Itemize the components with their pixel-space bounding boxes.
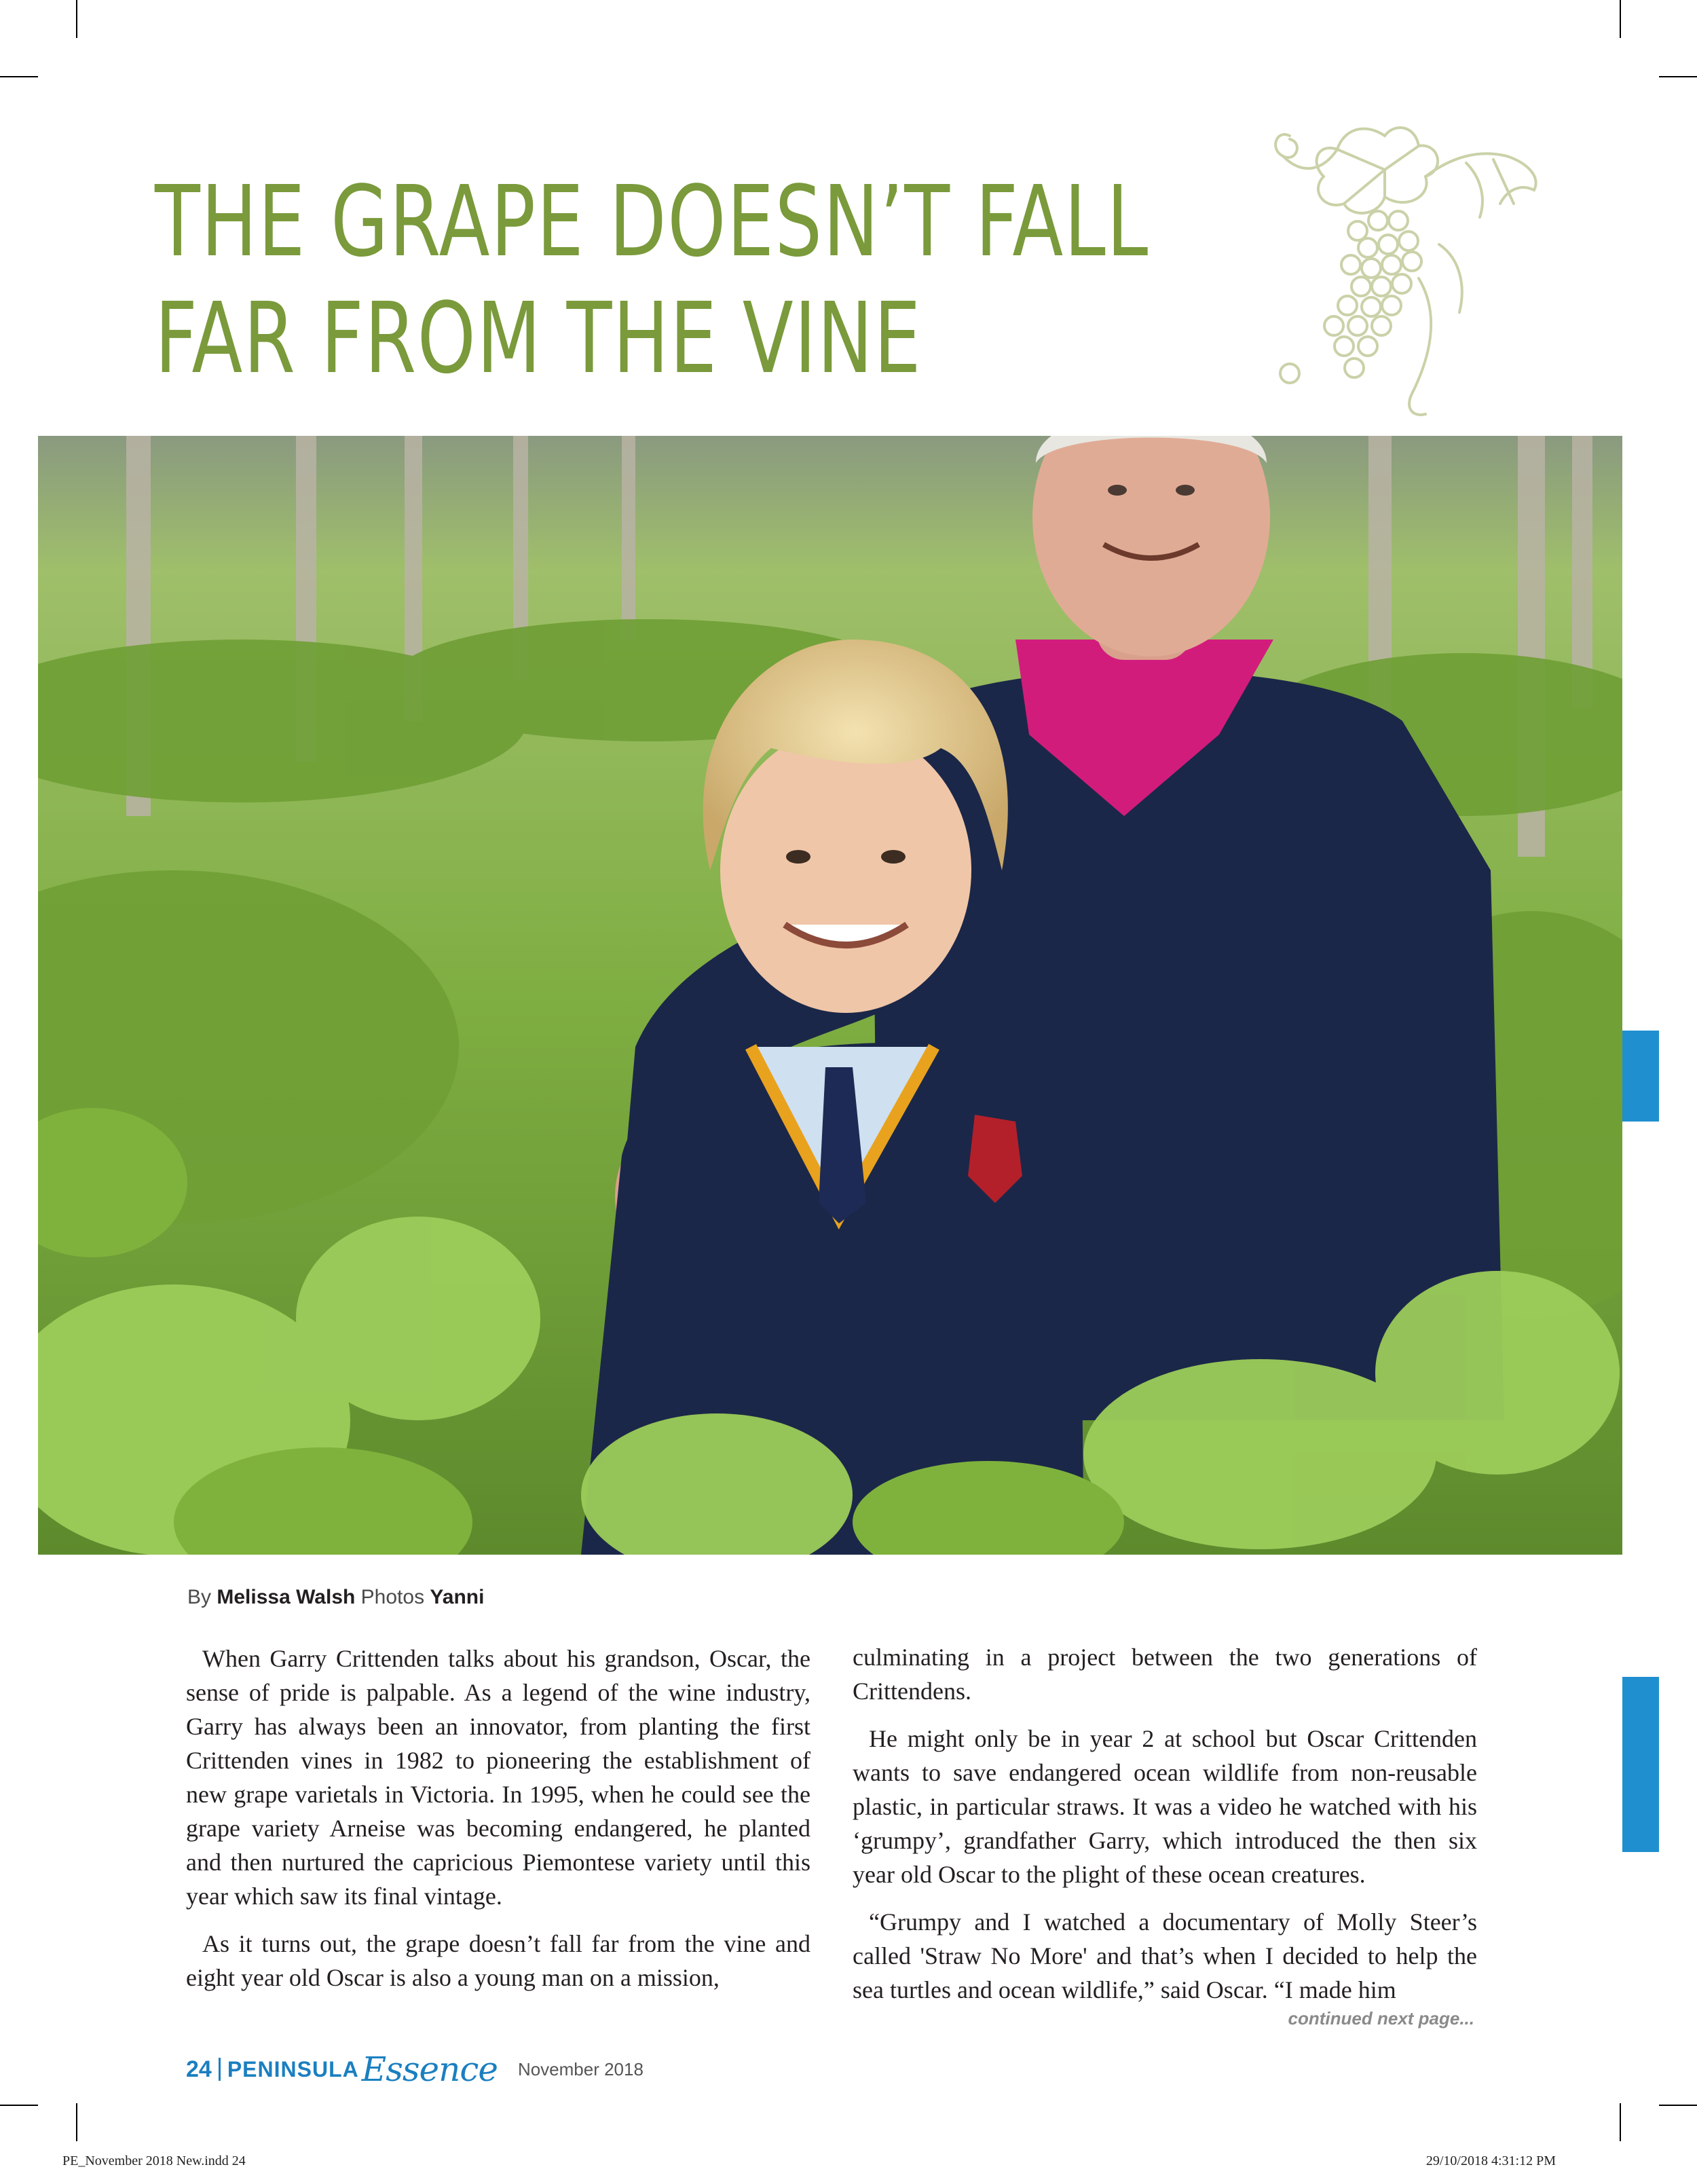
- headline: [155, 163, 1149, 396]
- crop-mark: [0, 2105, 38, 2106]
- magazine-name-script: Essence: [361, 2050, 498, 2089]
- headline-line-1: THE GRAPE DOESN’T FALL: [155, 164, 1149, 278]
- byline: [187, 1586, 484, 1609]
- byline-photographer: Yanni: [430, 1586, 485, 1608]
- feature-photo: [38, 436, 1622, 1555]
- print-slug-timestamp: 29/10/2018 4:31:12 PM: [1425, 2153, 1556, 2168]
- section-tab: [1622, 1677, 1659, 1852]
- footer-divider: [219, 2058, 221, 2081]
- paragraph: As it turns out, the grape doesn’t fall far from the vine and eight year old Oscar is also a young man on a mission,: [186, 1930, 810, 1991]
- crop-mark: [76, 0, 77, 38]
- crop-mark: [1659, 2105, 1697, 2106]
- crop-mark: [1620, 2103, 1621, 2141]
- paragraph: “Grumpy and I watched a documentary of Molly Steer’s called 'Straw No More' and that’s when I decided to help the sea turtles and ocean wildlife,” said Oscar. “I made him: [853, 1908, 1477, 2003]
- grape-vine-icon: [1263, 109, 1548, 424]
- magazine-name: PENINSULA: [227, 2056, 359, 2081]
- byline-photos-label: Photos: [360, 1586, 425, 1608]
- crop-mark: [0, 76, 38, 77]
- paragraph: When Garry Crittenden talks about his grandson, Oscar, the sense of pride is palpable. As a legend of the wine industry, Garry has always been an innovator, from planting the first Crittenden vines in 1982 to pioneering the establishment of new grape varietals in Victoria. In 1995, when he could see the grape variety Arneise was becoming endangered, he planted and then nurtured the capricious Piemontese variety until this year which saw its final vintage.: [186, 1645, 810, 1910]
- article-column-left: [186, 1642, 810, 2008]
- paragraph: culminating in a project between the two generations of Crittendens.: [853, 1644, 1477, 1705]
- byline-by: By: [187, 1586, 212, 1608]
- article-column-right: [853, 1640, 1477, 2020]
- byline-author: Melissa Walsh: [217, 1586, 356, 1608]
- page-number: 24: [186, 2056, 212, 2082]
- issue-date: November 2018: [517, 2058, 644, 2079]
- page-footer: [186, 2050, 644, 2088]
- section-tab: [1622, 1031, 1659, 1122]
- paragraph: He might only be in year 2 at school but Oscar Crittenden wants to save endangered ocean wildlife from non-reusable plastic, in particular straws. It was a video he watched with his ‘grumpy’, grandfather Garry, which introduced the then six year old Oscar to the plight of these ocean creatures.: [853, 1725, 1477, 1888]
- headline-line-2: FAR FROM THE VINE: [155, 281, 922, 395]
- continued-note: continued next page...: [1288, 2008, 1474, 2029]
- print-slug-file: PE_November 2018 New.indd 24: [62, 2153, 246, 2168]
- crop-mark: [1659, 76, 1697, 77]
- crop-mark: [76, 2103, 77, 2141]
- crop-mark: [1620, 0, 1621, 38]
